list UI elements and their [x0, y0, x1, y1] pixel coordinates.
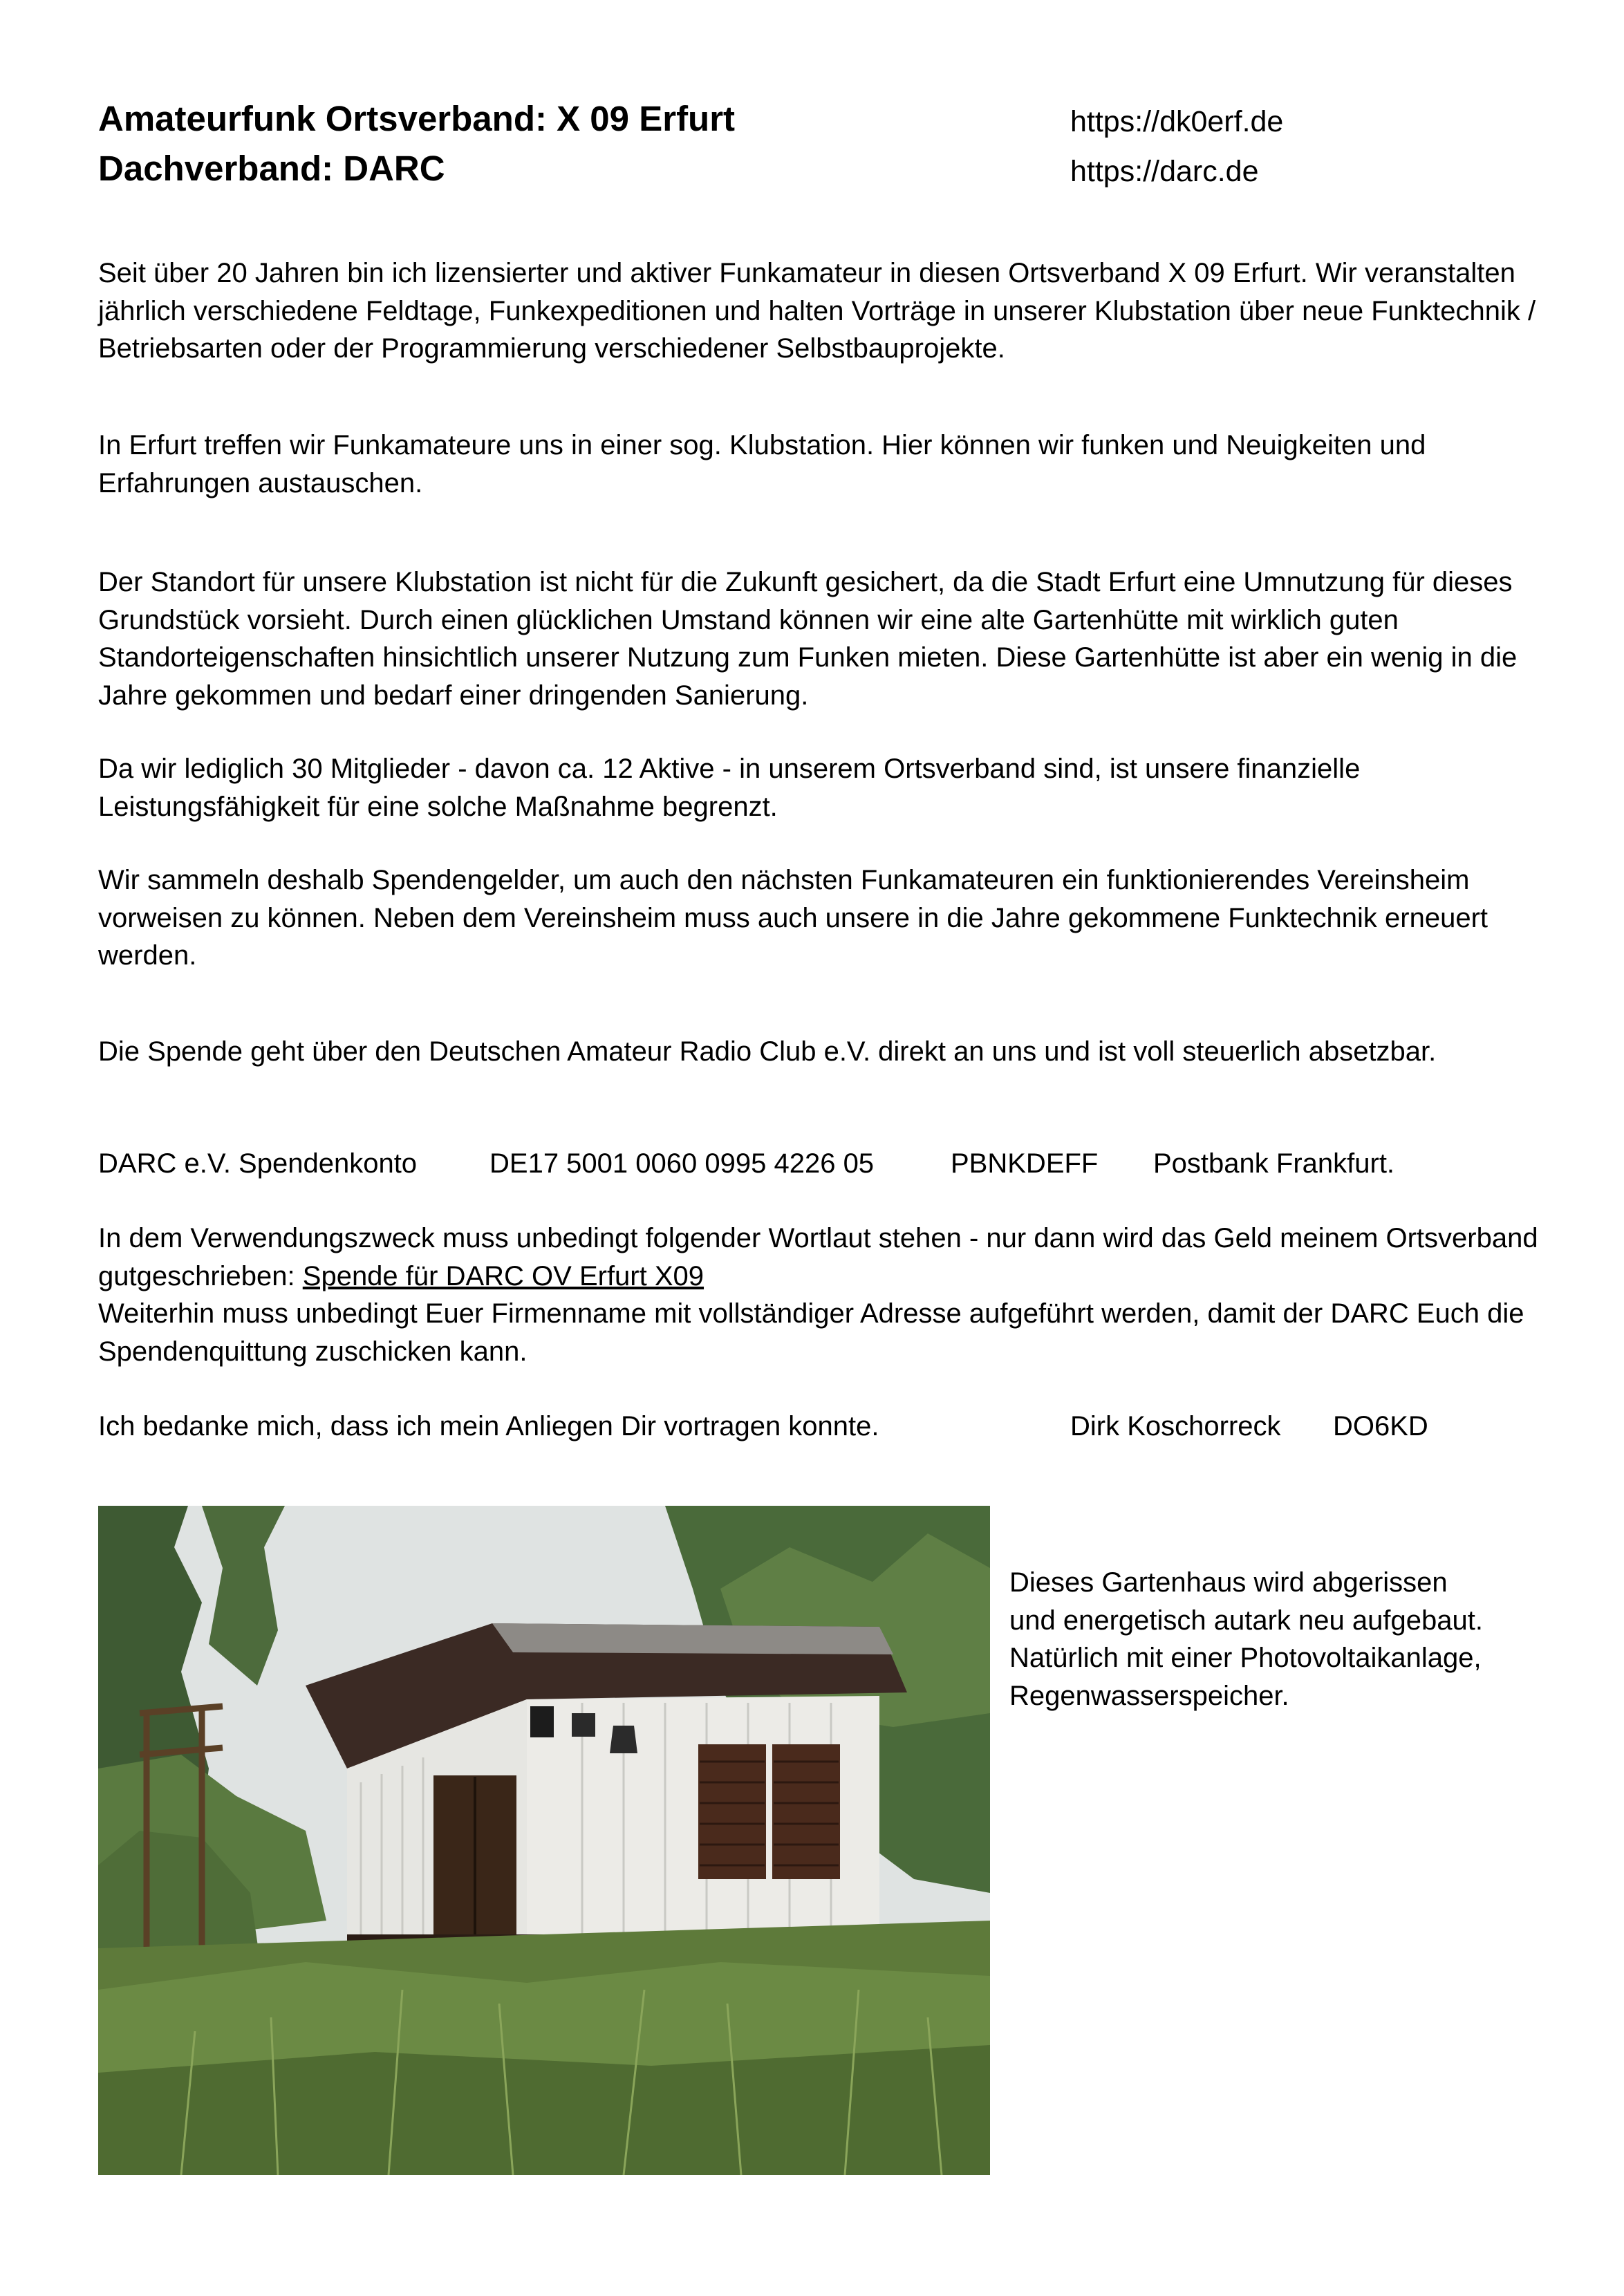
paragraph-intro: Seit über 20 Jahren bin ich lizensierter und aktiver Funkamateur in diesen Ortsverband X 09 Erfurt. Wir veranstalten jährlich verschiedene Feldtage, Funkexpeditionen und halten Vorträge in unserer Klubstation über neue Funktechnik / Betriebsarten oder der Programmierung verschiedener Selbstbauprojekte. — [98, 258, 1536, 364]
bank-bic: PBNKDEFF — [951, 1148, 1099, 1179]
paragraph-location: Der Standort für unsere Klubstation ist nicht für die Zukunft gesichert, da die Stadt Erfurt eine Umnutzung für dieses Grundstück vorsieht. Durch einen glücklichen Umstand können wir eine alte Gartenhütte mit wirklich guten Standorteigenschaften hinsichtlich unserer Nutzung zum Funken mieten. Diese Gartenhütte ist aber ein wenig in die Jahre gekommen und bedarf einer dringenden Sanierung. — [98, 567, 1518, 711]
bank-details — [0, 1145, 1624, 1182]
bank-name: Postbank Frankfurt. — [1153, 1148, 1395, 1179]
url-darc[interactable]: https://darc.de — [1070, 155, 1259, 188]
purpose-address-note: Weiterhin muss unbedingt Euer Firmenname mit vollständiger Adresse aufgeführt werden, damit der DARC Euch die Spendenquittung zuschicken kann. — [98, 1298, 1524, 1367]
paragraph-members: Da wir lediglich 30 Mitglieder - davon ca. 12 Aktive - in unserem Ortsverband sind, ist unsere finanzielle Leistungsfähigkeit für eine solche Maßnahme begrenzt. — [98, 754, 1361, 822]
title-umbrella: Dachverband: DARC — [98, 149, 445, 188]
caption-line: Natürlich mit einer Photovoltaikanlage, — [1009, 1643, 1482, 1673]
bank-account-label: DARC e.V. Spendenkonto — [98, 1148, 418, 1179]
garden-house-photo — [98, 1506, 990, 2175]
signature-callsign: DO6KD — [1333, 1411, 1428, 1441]
signature-name: Dirk Koschorreck — [1070, 1411, 1281, 1441]
purpose-intro: In dem Verwendungszweck muss unbedingt folgender Wortlaut stehen - nur dann wird das Geld meinem Ortsverband gutgeschrieben: — [98, 1223, 1538, 1291]
caption-line: und energetisch autark neu aufgebaut. — [1009, 1605, 1483, 1636]
thanks-text: Ich bedanke mich, dass ich mein Anliegen Dir vortragen konnte. — [98, 1411, 879, 1441]
title-club: Amateurfunk Ortsverband: X 09 Erfurt — [98, 99, 736, 138]
paragraph-tax: Die Spende geht über den Deutschen Amateur Radio Club e.V. direkt an uns und ist voll steuerlich absetzbar. — [98, 1036, 1437, 1067]
photo-caption — [1009, 1564, 1604, 1715]
paragraph-donations: Wir sammeln deshalb Spendengelder, um auch den nächsten Funkamateuren ein funktionierendes Vereinsheim vorweisen zu können. Neben dem Vereinsheim muss auch unsere in die Jahre gekommene Funktechnik erneuert werden. — [98, 865, 1488, 971]
garden-house-illustration — [98, 1506, 990, 2175]
caption-line: Dieses Gartenhaus wird abgerissen — [1009, 1567, 1448, 1598]
bank-iban: DE17 5001 0060 0995 4226 05 — [489, 1148, 875, 1179]
paragraph-purpose — [98, 1220, 1557, 1370]
purpose-text: Spende für DARC OV Erfurt X09 — [302, 1260, 704, 1291]
url-club[interactable]: https://dk0erf.de — [1070, 105, 1284, 138]
paragraph-clubstation: In Erfurt treffen wir Funkamateure uns in einer sog. Klubstation. Hier können wir funken und Neuigkeiten und Erfahrungen austauschen. — [98, 430, 1426, 498]
caption-line: Regenwasserspeicher. — [1009, 1680, 1289, 1711]
